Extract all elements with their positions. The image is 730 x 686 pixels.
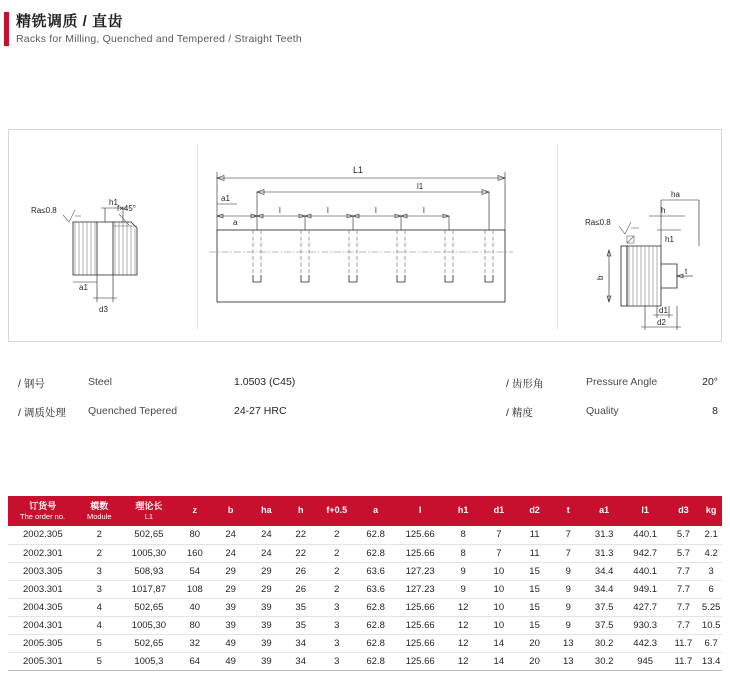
table-cell: 9: [445, 580, 481, 598]
table-cell: 34: [284, 634, 317, 652]
table-cell: 8: [445, 526, 481, 544]
table-cell: 3: [317, 616, 356, 634]
table-cell: 35: [284, 616, 317, 634]
table-cell: 34: [284, 652, 317, 670]
table-cell: 62.8: [356, 598, 395, 616]
table-column-header: [284, 496, 317, 526]
table-cell: 29: [248, 580, 284, 598]
right-section-view: [585, 190, 699, 330]
table-cell-order-no: 2002.305: [8, 526, 78, 544]
table-cell: 2: [317, 580, 356, 598]
svg-text:a1: a1: [221, 194, 230, 203]
table-cell: 945: [624, 652, 666, 670]
table-cell: 7.7: [666, 616, 701, 634]
table-cell: 24: [248, 526, 284, 544]
accent-bar: [4, 12, 9, 46]
table-cell: 14: [481, 652, 517, 670]
table-cell: 35: [284, 598, 317, 616]
table-row[interactable]: [8, 562, 722, 580]
table-cell: 15: [517, 598, 553, 616]
table-column-header: [481, 496, 517, 526]
page-subtitle: Racks for Milling, Quenched and Tempered / Straight Teeth: [16, 33, 302, 45]
table-cell: 29: [248, 562, 284, 580]
table-cell: 24: [213, 544, 249, 562]
table-cell: 9: [552, 616, 584, 634]
table-cell: 7: [481, 544, 517, 562]
spec-label-cn-2: / 精度: [506, 407, 533, 419]
table-column-header: [8, 496, 78, 526]
table-cell: 49: [213, 652, 249, 670]
table-cell-order-no: 2002.301: [8, 544, 78, 562]
table-cell: 14: [481, 634, 517, 652]
table-cell: 39: [248, 652, 284, 670]
table-row[interactable]: [8, 616, 722, 634]
table-cell: 3: [317, 652, 356, 670]
table-cell: 10.5: [701, 616, 722, 634]
table-cell: 7: [552, 544, 584, 562]
table-cell: 12: [445, 616, 481, 634]
table-cell: 10: [481, 616, 517, 634]
table-cell: 63.6: [356, 562, 395, 580]
svg-text:a: a: [233, 218, 238, 227]
svg-text:l: l: [279, 206, 281, 215]
table-cell: 37.5: [584, 598, 624, 616]
table-cell: 39: [213, 616, 249, 634]
svg-text:l: l: [327, 206, 329, 215]
table-column-header: [248, 496, 284, 526]
svg-text:b: b: [596, 275, 605, 280]
table-cell: 502,65: [121, 634, 177, 652]
table-cell: 8: [445, 544, 481, 562]
table-cell: 39: [248, 616, 284, 634]
table-cell: 22: [284, 544, 317, 562]
spec-label-cn: / 调质处理: [18, 407, 66, 419]
table-column-header: [624, 496, 666, 526]
table-cell: 2: [317, 544, 356, 562]
table-cell: 9: [552, 580, 584, 598]
table-cell: 37.5: [584, 616, 624, 634]
spec-label-en-2: Quality: [586, 405, 619, 417]
table-cell: 2: [78, 544, 121, 562]
table-cell: 49: [213, 634, 249, 652]
column-header-en: Module: [86, 511, 112, 521]
table-cell: 29: [213, 580, 249, 598]
table-cell: 160: [177, 544, 213, 562]
table-cell: 62.8: [356, 544, 395, 562]
table-cell: 3: [317, 634, 356, 652]
column-header-cn: a: [373, 505, 379, 516]
column-header-cn: d3: [678, 505, 689, 516]
spec-value: 24-27 HRC: [234, 405, 287, 417]
table-column-header: [701, 496, 722, 526]
table-cell: 125.66: [395, 634, 445, 652]
table-cell: 62.8: [356, 526, 395, 544]
table-cell: 3: [78, 562, 121, 580]
table-cell: 127.23: [395, 562, 445, 580]
svg-text:t: t: [685, 267, 688, 276]
table-column-header: [213, 496, 249, 526]
table-cell: 1017,87: [121, 580, 177, 598]
table-cell: 125.66: [395, 616, 445, 634]
table-column-header: [445, 496, 481, 526]
table-cell: 20: [517, 652, 553, 670]
column-header-cn: l1: [641, 505, 649, 516]
svg-text:f×45°: f×45°: [117, 204, 136, 213]
column-header-cn: b: [227, 505, 234, 516]
column-header-cn: h1: [457, 505, 469, 516]
table-column-header: [395, 496, 445, 526]
svg-text:Ra≤0.8: Ra≤0.8: [585, 218, 611, 227]
column-header-cn: 理论长: [135, 500, 163, 511]
table-cell: 4.2: [701, 544, 722, 562]
table-cell-order-no: 2005.305: [8, 634, 78, 652]
table-cell: 15: [517, 616, 553, 634]
table-column-header: [584, 496, 624, 526]
spec-row-steel: [8, 370, 722, 399]
svg-text:d3: d3: [99, 305, 108, 314]
spec-label-en: Steel: [88, 376, 112, 388]
column-header-cn: 订货号: [29, 500, 57, 511]
table-cell: 32: [177, 634, 213, 652]
svg-text:l: l: [375, 206, 377, 215]
table-cell: 31.3: [584, 544, 624, 562]
spec-list: [8, 370, 722, 428]
table-cell: 12: [445, 634, 481, 652]
table-cell: 22: [284, 526, 317, 544]
column-header-cn: f+0.5: [326, 505, 348, 516]
table-cell: 24: [213, 526, 249, 544]
table-cell: 26: [284, 580, 317, 598]
table-cell: 31.3: [584, 526, 624, 544]
table-cell: 7.7: [666, 580, 701, 598]
svg-text:h1: h1: [109, 198, 118, 207]
table-cell: 5.25: [701, 598, 722, 616]
table-cell: 11.7: [666, 652, 701, 670]
table-row[interactable]: [8, 580, 722, 598]
technical-drawing-panel: [8, 129, 722, 342]
table-cell: 15: [517, 580, 553, 598]
table-cell: 10: [481, 580, 517, 598]
spec-value: 1.0503 (C45): [234, 376, 296, 388]
left-section-view: [31, 198, 137, 314]
spec-row-heat-treatment: [8, 399, 722, 428]
table-cell: 15: [517, 562, 553, 580]
table-cell: 62.8: [356, 652, 395, 670]
column-header-cn: z: [192, 505, 198, 516]
table-cell-order-no: 2004.305: [8, 598, 78, 616]
specification-table: [8, 496, 722, 671]
table-cell: 9: [552, 562, 584, 580]
table-cell: 30.2: [584, 652, 624, 670]
table-cell: 5: [78, 634, 121, 652]
table-cell: 942.7: [624, 544, 666, 562]
column-header-cn: d1: [493, 505, 505, 516]
table-row[interactable]: [8, 652, 722, 670]
table-cell: 3: [701, 562, 722, 580]
table-cell: 3: [78, 580, 121, 598]
table-cell: 80: [177, 616, 213, 634]
svg-text:l1: l1: [417, 182, 424, 191]
table-cell: 39: [248, 598, 284, 616]
spec-value-2: 8: [712, 405, 718, 417]
column-header-en: The order no.: [20, 511, 66, 521]
column-header-cn: d2: [529, 505, 540, 516]
svg-text:d1: d1: [659, 306, 668, 315]
table-cell: 63.6: [356, 580, 395, 598]
table-cell: 34.4: [584, 562, 624, 580]
table-cell: 6.7: [701, 634, 722, 652]
table-cell: 54: [177, 562, 213, 580]
table-cell: 7.7: [666, 562, 701, 580]
page-title: 精铣调质 / 直齿: [16, 13, 124, 30]
table-cell: 11: [517, 526, 553, 544]
svg-text:Ra≤0.8: Ra≤0.8: [31, 206, 57, 215]
table-cell-order-no: 2003.301: [8, 580, 78, 598]
table-row[interactable]: [8, 544, 722, 562]
table-cell: 64: [177, 652, 213, 670]
table-cell: 127.23: [395, 580, 445, 598]
table-cell: 29: [213, 562, 249, 580]
svg-text:ha: ha: [671, 190, 680, 199]
table-cell: 1005,3: [121, 652, 177, 670]
table-cell: 24: [248, 544, 284, 562]
svg-text:h: h: [661, 206, 666, 215]
table-cell-order-no: 2003.305: [8, 562, 78, 580]
table-cell: 13.4: [701, 652, 722, 670]
table-cell: 12: [445, 652, 481, 670]
table-cell: 13: [552, 634, 584, 652]
svg-text:l: l: [423, 206, 425, 215]
table-cell: 1005,30: [121, 544, 177, 562]
table-cell: 440.1: [624, 562, 666, 580]
table-cell: 34.4: [584, 580, 624, 598]
spec-label-en-2: Pressure Angle: [586, 376, 658, 388]
column-header-cn: a1: [599, 505, 610, 516]
table-cell: 10: [481, 562, 517, 580]
table-cell: 62.8: [356, 616, 395, 634]
table-column-header: [121, 496, 177, 526]
svg-text:L1: L1: [353, 165, 364, 175]
spec-value-2: 20°: [702, 376, 718, 388]
column-header-cn: ha: [261, 505, 272, 516]
table-cell-order-no: 2004.301: [8, 616, 78, 634]
table-cell: 40: [177, 598, 213, 616]
table-cell: 949.1: [624, 580, 666, 598]
table-cell-order-no: 2005.301: [8, 652, 78, 670]
column-header-cn: h: [297, 505, 304, 516]
table-cell: 125.66: [395, 652, 445, 670]
table-cell: 5: [78, 652, 121, 670]
table-cell: 427.7: [624, 598, 666, 616]
table-cell: 3: [317, 598, 356, 616]
table-cell: 26: [284, 562, 317, 580]
spec-label-en: Quenched Tepered: [88, 405, 178, 417]
svg-text:d2: d2: [657, 318, 666, 327]
page-header: [0, 8, 730, 54]
table-cell: 11.7: [666, 634, 701, 652]
table-cell: 62.8: [356, 634, 395, 652]
table-cell: 1005,30: [121, 616, 177, 634]
table-row[interactable]: [8, 526, 722, 544]
table-cell: 502,65: [121, 598, 177, 616]
table-row[interactable]: [8, 598, 722, 616]
table-cell: 13: [552, 652, 584, 670]
drawing-svg: [9, 130, 721, 341]
table-cell: 2: [78, 526, 121, 544]
table-header-row: [8, 496, 722, 526]
table-column-header: [666, 496, 701, 526]
table-cell: 7: [552, 526, 584, 544]
table-cell: 508,93: [121, 562, 177, 580]
column-header-cn: kg: [705, 505, 717, 516]
column-header-cn: l: [418, 505, 422, 516]
spec-label-cn: / 钢号: [18, 378, 45, 390]
table-cell: 39: [213, 598, 249, 616]
table-cell: 502,65: [121, 526, 177, 544]
table-cell: 2: [317, 526, 356, 544]
table-cell: 125.66: [395, 544, 445, 562]
table-body: [8, 526, 722, 670]
table-column-header: [78, 496, 121, 526]
table-cell: 2: [317, 562, 356, 580]
table-cell: 12: [445, 598, 481, 616]
table-cell: 108: [177, 580, 213, 598]
table-column-header: [517, 496, 553, 526]
spec-label-cn-2: / 齿形角: [506, 378, 544, 390]
table-cell: 7: [481, 526, 517, 544]
table-cell: 440.1: [624, 526, 666, 544]
table-cell: 30.2: [584, 634, 624, 652]
table-cell: 4: [78, 598, 121, 616]
table-cell: 7.7: [666, 598, 701, 616]
table-column-header: [177, 496, 213, 526]
table-cell: 930.3: [624, 616, 666, 634]
table-cell: 4: [78, 616, 121, 634]
table-cell: 5.7: [666, 544, 701, 562]
table-column-header: [356, 496, 395, 526]
table-cell: 20: [517, 634, 553, 652]
table-column-header: [317, 496, 356, 526]
table-cell: 442.3: [624, 634, 666, 652]
table-cell: 9: [552, 598, 584, 616]
table-column-header: [552, 496, 584, 526]
table-cell: 2.1: [701, 526, 722, 544]
svg-text:a1: a1: [79, 283, 88, 292]
table-cell: 125.66: [395, 526, 445, 544]
column-header-cn: t: [566, 505, 570, 516]
table-cell: 39: [248, 634, 284, 652]
table-cell: 11: [517, 544, 553, 562]
column-header-en: L1: [144, 511, 154, 521]
table-cell: 9: [445, 562, 481, 580]
table-cell: 80: [177, 526, 213, 544]
table-cell: 6: [701, 580, 722, 598]
table-cell: 10: [481, 598, 517, 616]
table-row[interactable]: [8, 634, 722, 652]
table-cell: 125.66: [395, 598, 445, 616]
svg-text:h1: h1: [665, 235, 674, 244]
table-cell: 5.7: [666, 526, 701, 544]
table-header: [8, 496, 722, 526]
center-rack-view: [209, 165, 513, 302]
column-header-cn: 模数: [90, 500, 109, 511]
